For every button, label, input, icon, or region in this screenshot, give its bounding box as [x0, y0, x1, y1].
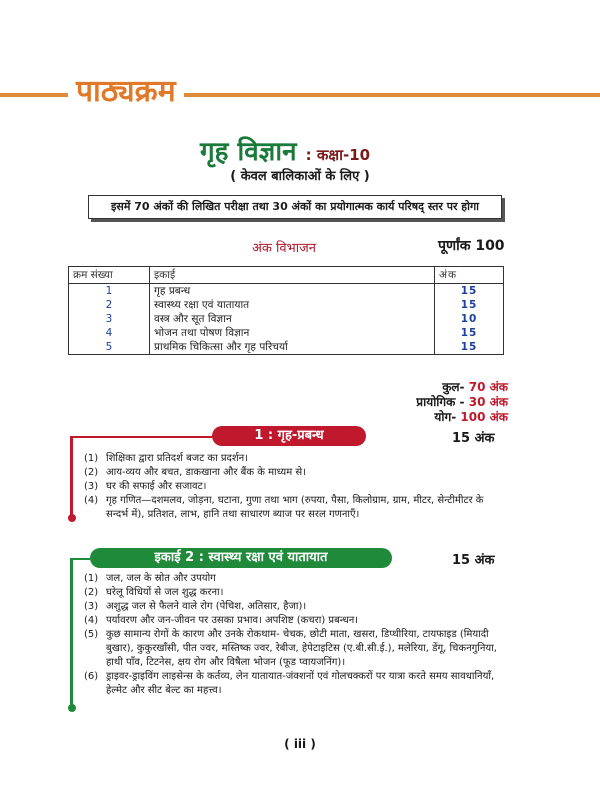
table-row	[69, 326, 504, 340]
column-header: अंक	[435, 267, 504, 284]
list-item: (1) शिक्षिका द्वारा प्रतिदर्श बजट का प्रदर्शन।	[84, 453, 249, 464]
list-item: (2) आय-व्यय और बचत, डाकखाना और बैंक के माध्यम से।	[84, 467, 306, 478]
marks-division-heading: अंक विभाजन	[252, 241, 317, 256]
unit2-marks: 15 अंक	[452, 553, 495, 568]
unit-name: गृह प्रबन्ध	[150, 284, 435, 299]
table-row	[69, 340, 504, 355]
subject-note: ( केवल बालिकाओं के लिए )	[230, 169, 370, 184]
unit1-bullet	[68, 514, 76, 522]
total-marks: पूर्णांक 100	[438, 238, 505, 254]
summary-value: 30 अंक	[468, 395, 508, 409]
list-item: (3) घर की सफाई और सजावट।	[84, 481, 207, 492]
unit2-title: इकाई 2 : स्वास्थ्य रक्षा एवं यातायात	[90, 548, 392, 568]
unit2-rail	[70, 558, 73, 708]
unit-marks: 15	[435, 298, 504, 312]
page-title: पाठ्यक्रम	[68, 72, 184, 112]
unit-name: भोजन तथा पोषण विज्ञान	[150, 326, 435, 340]
list-item: (5) कुछ सामान्य रोगों के कारण और उनके रोकथाम- चेचक, छोटी माता, खसरा, डिप्थीरिया, टायफाइड (मियादी बुखार), कुकुरखाँसी, पीत ज्वर, मस्तिष्क ज्वर, रेबीज, हेपेटाइटिस (ए.बी.सी.ई.), मलेरिया, डेंगू, चिकनगुनिया, हाथी पाँव, टिटनेस, क्षय रोग और विषैला भोजन (फूड प्वायजनिंग)।	[84, 629, 497, 668]
row-number: 2	[69, 298, 150, 312]
unit-marks: 15	[435, 284, 504, 299]
unit1-topic-list	[84, 452, 504, 522]
table-row	[69, 298, 504, 312]
unit2-topic-list	[84, 572, 504, 698]
summary-label: योग-	[434, 410, 457, 424]
unit-marks: 15	[435, 340, 504, 355]
class-label: : कक्षा-10	[305, 146, 371, 164]
subject-heading	[200, 132, 370, 168]
unit-name: प्राथमिक चिकित्सा और गृह परिचर्या	[150, 340, 435, 355]
list-item: (6) ड्राइवर-ड्राइविंग लाइसेन्स के कर्तव्य, लेन यातायात-जंक्शनों एवं गोलचक्करों पर यात्रा करते समय सावधानियाँ, हेल्मेट और सीट बेल्ट का महत्त्व।	[84, 671, 495, 696]
unit-marks: 15	[435, 326, 504, 340]
summary-label: कुल-	[442, 380, 465, 394]
table-header-row	[69, 267, 504, 284]
list-item: (2) घरेलू विधियों से जल शुद्ध करना।	[84, 587, 224, 598]
table-row	[69, 312, 504, 326]
unit2-bullet	[68, 704, 76, 712]
subject-name: गृह विज्ञान	[200, 137, 297, 167]
list-item: (3) अशुद्ध जल से फैलने वाले रोग (पेचिश, अतिसार, हैजा)।	[84, 601, 307, 612]
units-table	[68, 266, 504, 355]
unit-marks: 10	[435, 312, 504, 326]
unit1-rail	[70, 436, 73, 516]
row-number: 5	[69, 340, 150, 355]
unit2-connector	[72, 558, 90, 560]
list-item: (4) पर्यावरण और जन-जीवन पर उसका प्रभाव। अपशिष्ट (कचरा) प्रबन्धन।	[84, 615, 359, 626]
row-number: 4	[69, 326, 150, 340]
table-row	[69, 284, 504, 299]
summary-label: प्रायोगिक -	[416, 395, 465, 409]
summary-value: 100 अंक	[460, 410, 508, 424]
unit-name: स्वास्थ्य रक्षा एवं यातायात	[150, 298, 435, 312]
unit1-title: 1 : गृह-प्रबन्ध	[212, 426, 366, 446]
exam-note: इसमें 70 अंकों की लिखित परीक्षा तथा 30 अंकों का प्रयोगात्मक कार्य परिषद् स्तर पर होगा	[88, 195, 502, 219]
summary-value: 70 अंक	[468, 380, 508, 394]
unit-name: वस्त्र और सूत विज्ञान	[150, 312, 435, 326]
row-number: 1	[69, 284, 150, 299]
column-header: क्रम संख्या	[69, 267, 150, 284]
list-item: (1) जल, जल के स्रोत और उपयोग	[84, 573, 216, 584]
column-header: इकाई	[150, 267, 435, 284]
unit1-marks: 15 अंक	[452, 431, 495, 446]
page-number: ( iii )	[284, 737, 316, 751]
list-item: (4) गृह गणित—दशमलव, जोड़ना, घटाना, गुणा तथा भाग (रुपया, पैसा, किलोग्राम, ग्राम, मीटर, सेन्टीमीटर के सन्दर्भ में), प्रतिशत, लाभ, हानि तथा साधारण ब्याज पर सरल गणनाएँ।	[84, 495, 484, 520]
summary-line	[330, 408, 508, 425]
unit1-connector	[72, 436, 212, 438]
row-number: 3	[69, 312, 150, 326]
